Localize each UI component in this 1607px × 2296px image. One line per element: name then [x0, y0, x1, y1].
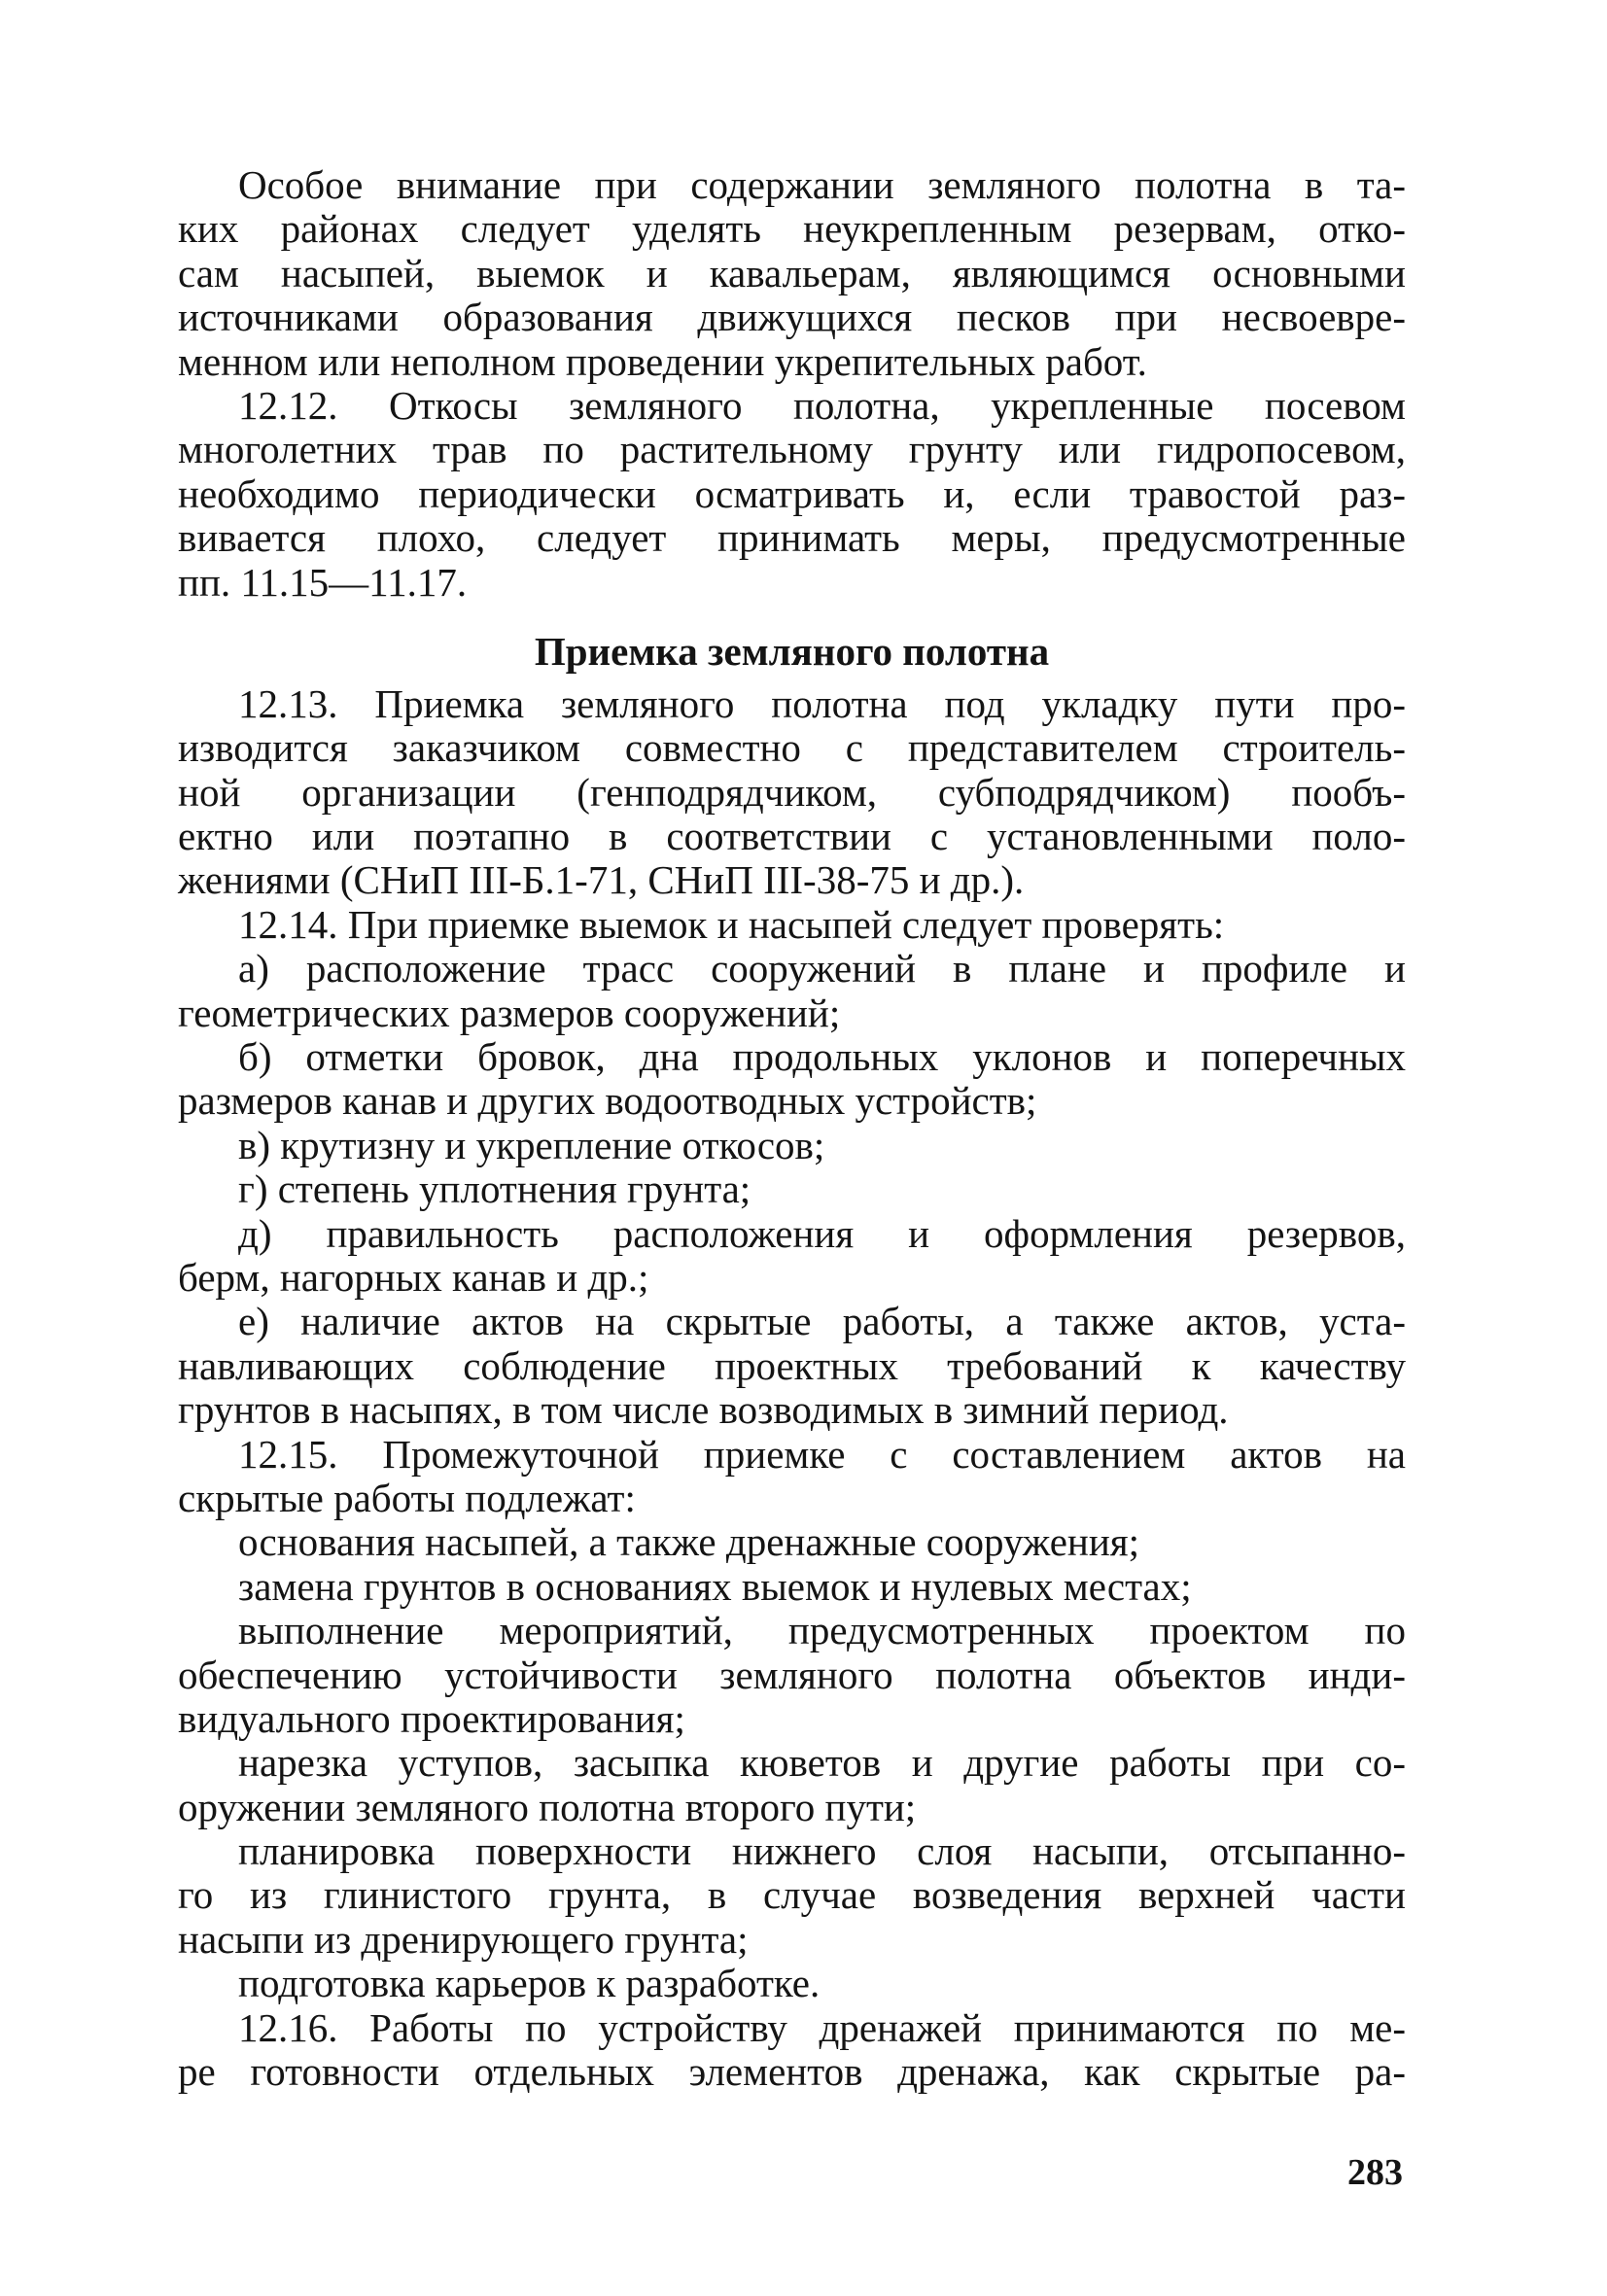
paragraph-12-14 [178, 903, 1406, 947]
text-line: жениями (СНиП III-Б.1-71, СНиП III-38-75 и др.). [178, 857, 1025, 903]
text-line: необходимо периодически осматривать и, если травостой раз- [178, 470, 1406, 516]
list-item-narezka [178, 1741, 1406, 1829]
text-line: б) отметки бровок, дна продольных уклонов и поперечных [238, 1034, 1406, 1080]
text-line: пп. 11.15—11.17. [178, 559, 468, 605]
paragraph-intro [178, 163, 1406, 384]
text-line: сам насыпей, выемок и кавальерам, являющимся основными [178, 250, 1406, 296]
text-line: д) правильность расположения и оформления резервов, [238, 1210, 1406, 1256]
text-line: в) крутизну и укрепление откосов; [238, 1122, 825, 1167]
text-line: размеров канав и других водоотводных устройств; [178, 1078, 1037, 1124]
list-item-podgotovka [178, 1962, 1406, 2005]
list-item-a [178, 947, 1406, 1035]
text-line: а) расположение трасс сооружений в плане и профиле и [238, 946, 1406, 991]
text-line: ре готовности отдельных элементов дренажа, как скрытые ра- [178, 2049, 1406, 2095]
text-line: геометрических размеров сооружений; [178, 990, 841, 1035]
list-item-v [178, 1124, 1406, 1167]
text-line: ектно или поэтапно в соответствии с установленными поло- [178, 814, 1406, 859]
text-line: навливающих соблюдение проектных требований к качеству [178, 1342, 1406, 1388]
text-line: ной организации (генподрядчиком, субподрядчиком) пообъ- [178, 769, 1406, 815]
text-line: основания насыпей, а также дренажные сооружения; [238, 1519, 1140, 1565]
text-line: обеспечению устойчивости земляного полотна объектов инди- [178, 1652, 1406, 1697]
list-item-zamena [178, 1565, 1406, 1609]
text-line: нарезка уступов, засыпка кюветов и другие работы при со- [238, 1740, 1406, 1786]
text-line: г) степень уплотнения грунта; [238, 1166, 751, 1212]
text-line: планировка поверхности нижнего слоя насыпи, отсыпанно- [238, 1828, 1406, 1874]
paragraph-12-16 [178, 2006, 1406, 2095]
text-line: 12.16. Работы по устройству дренажей принимаются по ме- [238, 2004, 1406, 2050]
text-line: менном или неполном проведении укрепительных работ. [178, 338, 1147, 384]
text-line: скрытые работы подлежат: [178, 1475, 636, 1520]
page-number: 283 [1347, 2152, 1403, 2193]
paragraph-12-13 [178, 682, 1406, 903]
text-line: го из глинистого грунта, в случае возведения верхней части [178, 1872, 1406, 1918]
paragraph-12-15 [178, 1433, 1406, 1521]
text-line: берм, нагорных канав и др.; [178, 1254, 649, 1300]
text-line: подготовка карьеров к разработке. [238, 1961, 821, 2006]
text-line: многолетних трав по растительному грунту или гидропосевом, [178, 427, 1406, 472]
list-item-g [178, 1167, 1406, 1211]
text-line: видуального проектирования; [178, 1695, 685, 1741]
list-item-d [178, 1212, 1406, 1301]
text-line: 12.13. Приемка земляного полотна под укладку пути про- [238, 680, 1406, 726]
text-line: 12.14. При приемке выемок и насыпей следует проверять: [238, 901, 1225, 947]
list-item-osnovaniya [178, 1520, 1406, 1564]
text-line: оружении земляного полотна второго пути; [178, 1784, 917, 1829]
paragraph-12-12 [178, 384, 1406, 605]
text-line: Особое внимание при содержании земляного полотна в та- [238, 162, 1406, 207]
text-line: е) наличие актов на скрытые работы, а также актов, уста- [238, 1299, 1406, 1344]
text-line: выполнение мероприятий, предусмотренных проектом по [238, 1608, 1406, 1653]
text-line: 12.15. Промежуточной приемке с составлением актов на [238, 1431, 1406, 1477]
text-column [178, 163, 1406, 2094]
section-heading: Приемка земляного полотна [534, 628, 1050, 674]
text-line: ких районах следует уделять неукрепленным резервам, отко- [178, 206, 1406, 252]
list-item-vypolnenie [178, 1609, 1406, 1741]
text-line: грунтов в насыпях, в том числе возводимых в зимний период. [178, 1387, 1229, 1433]
text-line: вивается плохо, следует принимать меры, предусмотренные [178, 515, 1406, 561]
text-line: изводится заказчиком совместно с представителем строитель- [178, 725, 1406, 771]
list-item-b [178, 1035, 1406, 1124]
text-line: замена грунтов в основаниях выемок и нулевых местах; [238, 1563, 1192, 1609]
text-line: насыпи из дренирующего грунта; [178, 1916, 749, 1962]
text-line: 12.12. Откосы земляного полотна, укрепленные посевом [238, 382, 1406, 428]
list-item-e [178, 1300, 1406, 1432]
spacer [178, 605, 1406, 620]
list-item-planirovka [178, 1829, 1406, 1962]
text-line: источниками образования движущихся песков при несвоевре- [178, 295, 1406, 340]
